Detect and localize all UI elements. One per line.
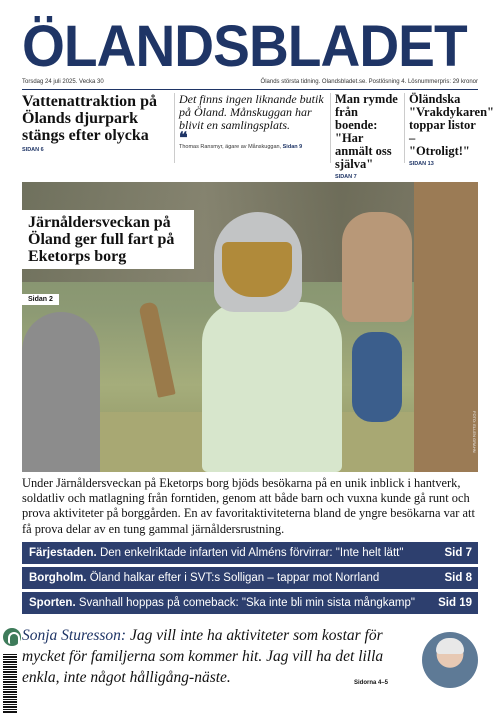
news-bar-borgholm[interactable] (22, 567, 478, 589)
adult-figure-right (414, 182, 478, 472)
teaser-rymde[interactable] (330, 92, 402, 180)
bar-page-ref: Sid 8 (444, 572, 472, 584)
helmet-visor (222, 242, 292, 297)
teaser-page-ref: SIDAN 13 (409, 161, 434, 167)
lead-paragraph: Under Järnåldersveckan på Eketorps borg bjöds besökarna på en unik inblick i hantverk, soldatliv och matlagning från forntiden, genom att både barn och vuxna kunde gå runt och prova aktiviteter på borggården. En av favoritaktiviteterna bland de yngre besökarna var att få prova delar av en tung gammal järnåldersrustning. (22, 476, 475, 536)
teaser-djurpark[interactable] (22, 93, 168, 163)
main-photo[interactable] (22, 182, 478, 472)
portrait-avatar (422, 632, 478, 688)
issue-info: Ölands största tidning. Olandsbladet.se. Postlösning 4. Lösnummerpris: 29 kronor (260, 79, 478, 85)
teaser-manskuggan[interactable] (174, 93, 329, 163)
news-bar-farjestaden[interactable] (22, 542, 478, 564)
dateline (22, 78, 478, 90)
teaser-headline: Öländska "Vrakdykaren" toppar listor – "Otroligt!" (409, 92, 494, 158)
issue-date: Torsdag 24 juli 2025. Vecka 30 (22, 79, 104, 85)
teaser-row (22, 92, 494, 180)
bar-text: Den enkelriktade infarten vid Alméns förvirrar: "Inte helt lätt" (99, 547, 404, 559)
bar-place: Borgholm. (29, 572, 87, 584)
teaser-headline: Vattenattraktion på Ölands djurpark stängs efter olycka (22, 93, 157, 144)
portrait-hair (436, 638, 464, 654)
teaser-page-ref: SIDAN 6 (22, 147, 44, 153)
photo-credit: FOTO: ELLEN GRAHN (472, 410, 477, 452)
bar-place: Sporten. (29, 597, 76, 609)
swan-eco-label-icon (3, 628, 21, 646)
boy-shirt (202, 302, 342, 472)
quote-text: Jag vill inte ha aktiviteter som kostar för mycket för familjerna som kommer hit. Jag vill ha det lilla enkla, inte något hålligång-näste. (22, 627, 384, 686)
bar-place: Färjestaden. (29, 547, 97, 559)
teaser-headline: Man rymde från boende: "Har anmält oss själva" (335, 92, 398, 171)
quote-page-ref: Sidorna 4–5 (354, 680, 389, 686)
main-headline[interactable]: Järnåldersveckan på Öland ger full fart på Eketorps borg (22, 210, 194, 269)
masthead-logo: ÖLANDSBLADET (22, 14, 467, 79)
teaser-quote: Det finns ingen liknande butik på Öland. Månskuggan har blivit en samlingsplats. (179, 92, 324, 132)
main-page-ref: Sidan 2 (22, 294, 59, 305)
teaser-page-ref: SIDAN 7 (335, 174, 357, 180)
bar-text: Öland halkar efter i SVT:s Solligan – tappar mot Norrland (89, 572, 380, 584)
adult-figure-left (22, 312, 100, 472)
bar-page-ref: Sid 19 (438, 597, 472, 609)
quote-name: Sonja Sturesson: (22, 627, 127, 644)
child-figure (352, 332, 402, 422)
teaser-vrakdykaren[interactable] (404, 92, 494, 167)
barcode (3, 654, 17, 714)
quote-mark-icon: ❝ (179, 130, 188, 147)
bar-page-ref: Sid 7 (444, 547, 472, 559)
news-bar-sporten[interactable] (22, 592, 478, 614)
teaser-byline: Thomas Ransmyr, ägare av Månskuggan, Sidan 9 (179, 144, 303, 150)
bar-text: Svanhall hoppas på comeback: "Ska inte bli min sista mångkamp" (78, 597, 415, 609)
wooden-sword (138, 301, 175, 398)
quote-block[interactable] (22, 625, 422, 688)
seated-woman (342, 212, 412, 322)
